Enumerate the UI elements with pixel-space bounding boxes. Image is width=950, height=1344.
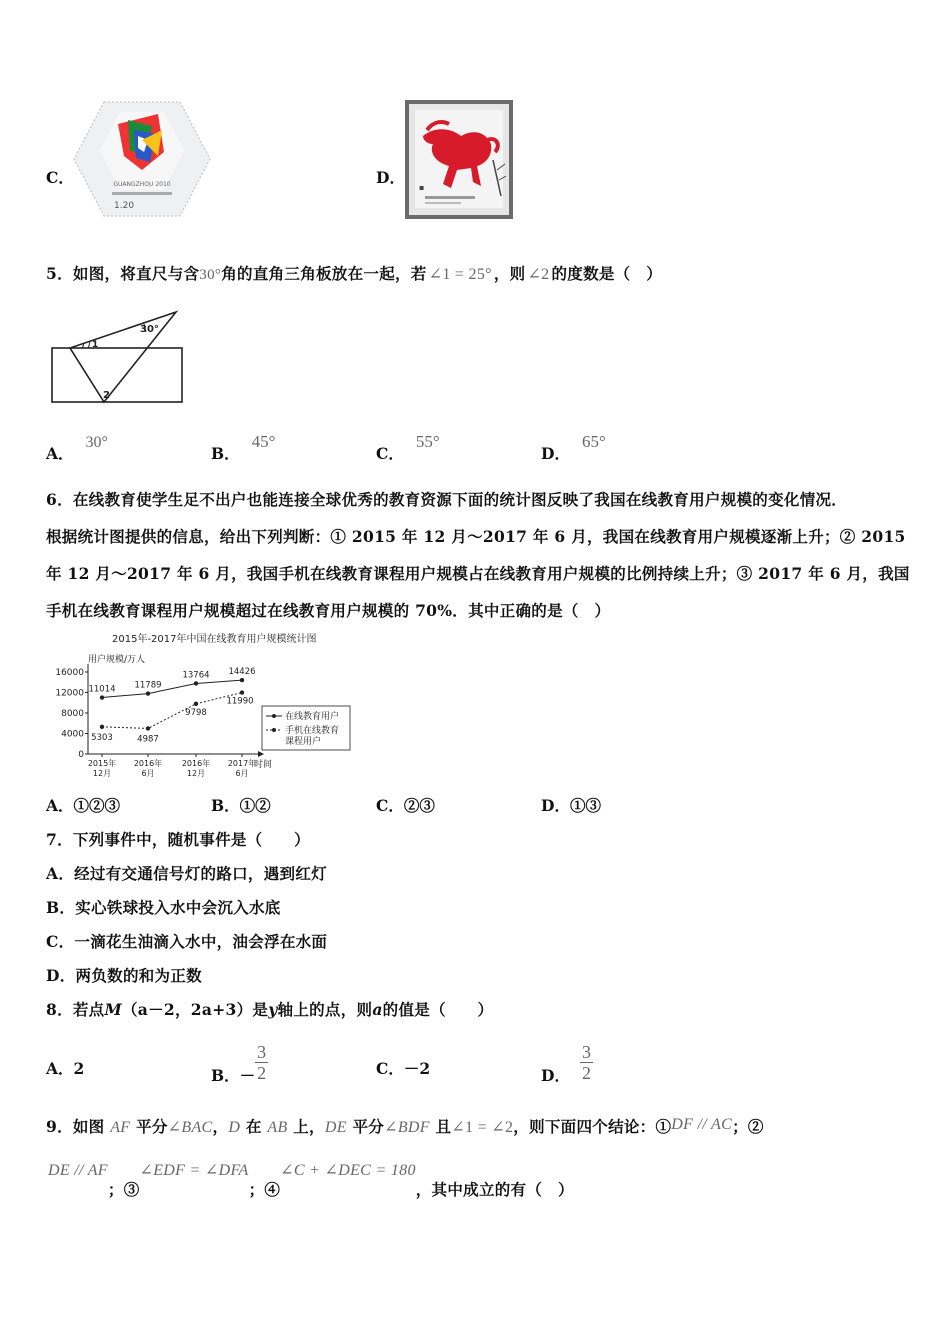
chart-data-label: 11789 xyxy=(134,680,162,691)
chart-xtick-label: 6月 xyxy=(141,769,155,778)
chart-ytick-label: 4000 xyxy=(61,729,84,740)
chart-point xyxy=(146,726,150,730)
chart-title: 2015年-2017年中国在线教育用户规模统计图 xyxy=(112,634,317,645)
chart-point xyxy=(194,702,198,706)
chart-data-label: 4987 xyxy=(137,734,159,745)
q4-option-d-label: D． xyxy=(376,168,405,187)
chart-series-line xyxy=(102,693,242,729)
chart-xtick-label: 12月 xyxy=(186,769,206,778)
q5-figure-label-30: 30° xyxy=(140,324,159,335)
chart-point xyxy=(240,678,244,682)
q4-option-c-label: C． xyxy=(46,168,74,187)
q5-option-b[interactable]: B．45° xyxy=(211,432,276,463)
q9-line-2: DE // AF；③∠EDF = ∠DFA；④∠C + ∠DEC = 180，其中成立的有（ ） xyxy=(48,1162,574,1199)
q8-option-d[interactable]: D． $\frac{3}{2}$ xyxy=(541,1042,591,1085)
chart-xtick-label: 2017年 xyxy=(227,759,257,768)
chart-xtick-label: 12月 xyxy=(92,769,112,778)
svg-text:▪: ▪ xyxy=(419,183,425,192)
q7-stem: 7．下列事件中，随机事件是（ ） xyxy=(46,830,310,849)
q6-chart xyxy=(46,628,366,788)
chart-point xyxy=(100,725,104,729)
q4-option-d-stamp xyxy=(405,100,513,223)
chart-data-label: 11014 xyxy=(88,684,116,695)
q5-option-a[interactable]: A．30° xyxy=(46,434,108,463)
q6-option-c[interactable]: C．②③ xyxy=(376,796,435,815)
chart-ylabel: 用户规模/万人 xyxy=(88,655,146,665)
q5-figure-label-2: 2 xyxy=(103,390,110,401)
chart-ytick-label: 12000 xyxy=(55,688,84,699)
chart-ytick-label: 0 xyxy=(78,750,84,760)
q4-option-c-stamp xyxy=(72,100,212,222)
chart-ytick-label: 8000 xyxy=(61,709,84,719)
q5-figure-label-1: 1 xyxy=(92,340,99,350)
chart-data-label: 11990 xyxy=(226,696,254,707)
chart-point xyxy=(194,681,198,685)
chart-xtick-label: 6月 xyxy=(235,769,249,778)
q6-option-a[interactable]: A．①②③ xyxy=(46,796,121,815)
q6-line-2: 根据统计图提供的信息，给出下列判断：① 2015 年 12 月～2017 年 6 月，我国在线教育用户规模逐渐上升；② 2015 xyxy=(46,527,906,546)
chart-point xyxy=(100,695,104,699)
q5-figure xyxy=(48,308,188,412)
chart-legend-1: 在线教育用户 xyxy=(285,712,340,722)
q7-option-b[interactable]: B．实心铁球投入水中会沉入水底 xyxy=(46,898,281,917)
q5-stem: 5．如图，将直尺与含30°角的直角三角板放在一起，若 ∠1 = 25° ，则 ∠2 的度数是（ ） xyxy=(46,264,663,283)
q5-option-c[interactable]: C．55° xyxy=(376,432,440,463)
q7-option-a[interactable]: A．经过有交通信号灯的路口，遇到红灯 xyxy=(46,864,327,883)
q8-option-a[interactable]: A．2 xyxy=(46,1059,85,1078)
chart-ytick-label: 16000 xyxy=(55,668,84,678)
chart-legend-2: 手机在线教育 xyxy=(285,726,340,736)
chart-data-label: 9798 xyxy=(185,707,207,718)
q4-stamp-text: GUANGZHOU 2010 xyxy=(113,181,171,188)
chart-data-label: 13764 xyxy=(182,670,210,681)
q4-stamp-value: 1.20 xyxy=(114,201,135,211)
chart-xtick-label: 2016年 xyxy=(181,759,211,768)
chart-point xyxy=(240,690,244,694)
q6-line-3: 年 12 月～2017 年 6 月，我国手机在线教育课程用户规模占在线教育用户规模的比例持续上升；③ 2017 年 6 月，我国 xyxy=(46,564,910,583)
chart-legend-3: 课程用户 xyxy=(285,737,322,747)
chart-data-label: 14426 xyxy=(228,667,256,678)
q8-stem: 8．若点M（a－2，2a+3）是y轴上的点，则a的值是（ ） xyxy=(46,1000,494,1019)
chart-series-line xyxy=(102,680,242,697)
chart-point xyxy=(146,691,150,695)
q8-option-b[interactable]: B．－ $\frac{3}{2}$ xyxy=(211,1042,267,1085)
q6-line-1: 6．在线教育使学生足不出户也能连接全球优秀的教育资源下面的统计图反映了我国在线教育用户规模的变化情况． xyxy=(46,490,848,509)
q6-line-4: 手机在线教育课程用户规模超过在线教育用户规模的 70%．其中正确的是（ ） xyxy=(46,601,611,620)
q9-line-1: 9．如图 AF 平分∠BAC，D 在 AB 上，DE 平分∠BDF 且∠1 = ∠2，则下面四个结论：①DF // AC；② xyxy=(46,1116,764,1136)
q6-option-d[interactable]: D．①③ xyxy=(541,796,601,815)
q8-option-c[interactable]: C．－2 xyxy=(376,1059,431,1078)
chart-xtick-label: 2015年 xyxy=(87,759,117,768)
q5-option-d[interactable]: D．65° xyxy=(541,432,606,463)
chart-xtick-label: 2016年 xyxy=(133,759,163,768)
chart-xlabel: 时间 xyxy=(254,760,273,770)
q6-option-b[interactable]: B．①② xyxy=(211,796,271,815)
q7-option-d[interactable]: D．两负数的和为正数 xyxy=(46,966,202,985)
chart-data-label: 5303 xyxy=(91,732,113,743)
q7-option-c[interactable]: C．一滴花生油滴入水中，油会浮在水面 xyxy=(46,932,328,951)
